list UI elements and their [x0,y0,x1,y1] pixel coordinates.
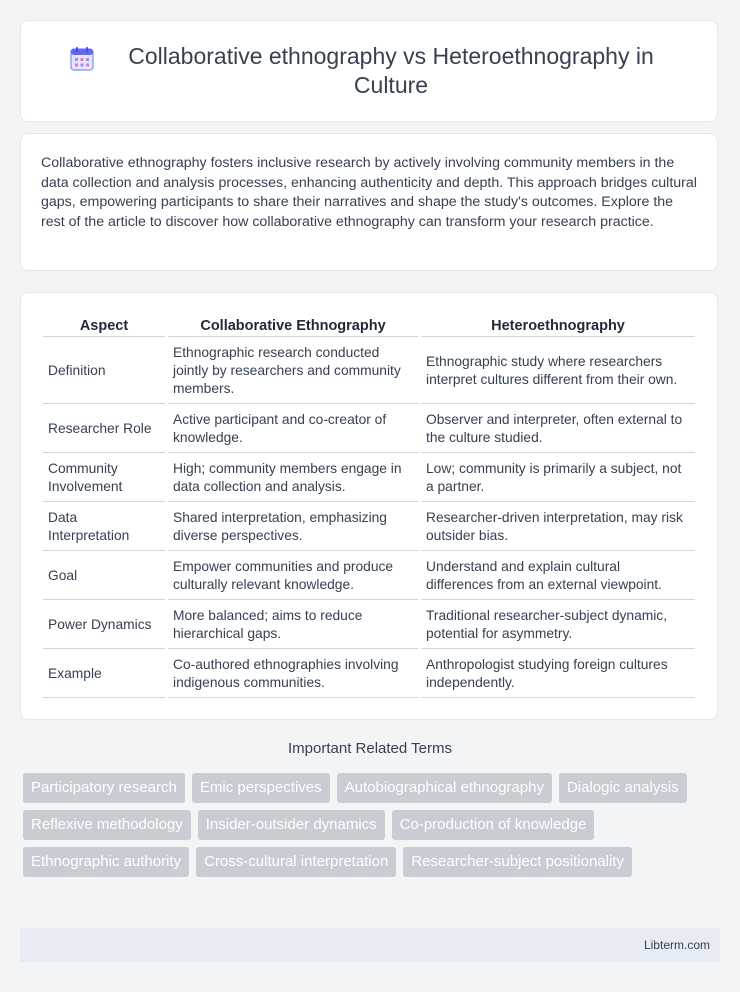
aspect-cell: Goal [43,553,165,600]
intro-card [20,133,718,271]
aspect-cell: Definition [43,339,165,404]
comparison-table [40,313,698,700]
collaborative-cell: Shared interpretation, emphasizing diverse perspectives. [168,504,418,551]
term-tag[interactable]: Emic perspectives [192,773,330,803]
hetero-cell: Low; community is primarily a subject, not a partner. [421,455,695,502]
term-tag[interactable]: Ethnographic authority [23,847,189,877]
hetero-cell: Traditional researcher-subject dynamic, potential for asymmetry. [421,602,695,649]
related-terms-list [23,773,703,884]
term-tag[interactable]: Researcher-subject positionality [403,847,632,877]
aspect-cell: Researcher Role [43,406,165,453]
aspect-cell: Example [43,651,165,698]
collaborative-cell: More balanced; aims to reduce hierarchical gaps. [168,602,418,649]
collaborative-cell: Ethnographic research conducted jointly by researchers and community members. [168,339,418,404]
table-row [43,455,695,502]
calendar-icon [69,46,95,72]
table-row [43,339,695,404]
header [69,42,669,100]
term-tag[interactable]: Insider-outsider dynamics [198,810,385,840]
column-header: Collaborative Ethnography [168,315,418,337]
page-title: Collaborative ethnography vs Heteroethnography in Culture [128,43,654,98]
table-row [43,602,695,649]
hetero-cell: Understand and explain cultural differences from an external viewpoint. [421,553,695,600]
table-row [43,504,695,551]
header-card [20,20,718,122]
collaborative-cell: Co-authored ethnographies involving indigenous communities. [168,651,418,698]
column-header: Aspect [43,315,165,337]
footer-site-link[interactable]: Libterm.com [643,938,710,952]
term-tag[interactable]: Co-production of knowledge [392,810,595,840]
footer [20,928,720,962]
collaborative-cell: Active participant and co-creator of knowledge. [168,406,418,453]
aspect-cell: Data Interpretation [43,504,165,551]
hetero-cell: Researcher-driven interpretation, may risk outsider bias. [421,504,695,551]
table-row [43,406,695,453]
hetero-cell: Anthropologist studying foreign cultures independently. [421,651,695,698]
term-tag[interactable]: Autobiographical ethnography [337,773,552,803]
term-tag[interactable]: Cross-cultural interpretation [196,847,396,877]
table-row [43,651,695,698]
term-tag[interactable]: Reflexive methodology [23,810,191,840]
hetero-cell: Observer and interpreter, often external to the culture studied. [421,406,695,453]
term-tag[interactable]: Participatory research [23,773,185,803]
table-header-row [43,315,695,337]
comparison-card [20,292,718,720]
related-terms-title: Important Related Terms [288,740,452,757]
aspect-cell: Community Involvement [43,455,165,502]
hetero-cell: Ethnographic study where researchers interpret cultures different from their own. [421,339,695,404]
term-tag[interactable]: Dialogic analysis [559,773,687,803]
aspect-cell: Power Dynamics [43,602,165,649]
collaborative-cell: Empower communities and produce culturally relevant knowledge. [168,553,418,600]
intro-text: Collaborative ethnography fosters inclusive research by actively involving community members in the data collection and analysis processes, enhancing authenticity and depth. This approach bridges cultural gaps, empowering participants to share their narratives and shape the study's outcomes. Explore the rest of the article to discover how collaborative ethnography can transform your research practice. [41,155,697,230]
table-row [43,553,695,600]
column-header: Heteroethnography [421,315,695,337]
collaborative-cell: High; community members engage in data collection and analysis. [168,455,418,502]
